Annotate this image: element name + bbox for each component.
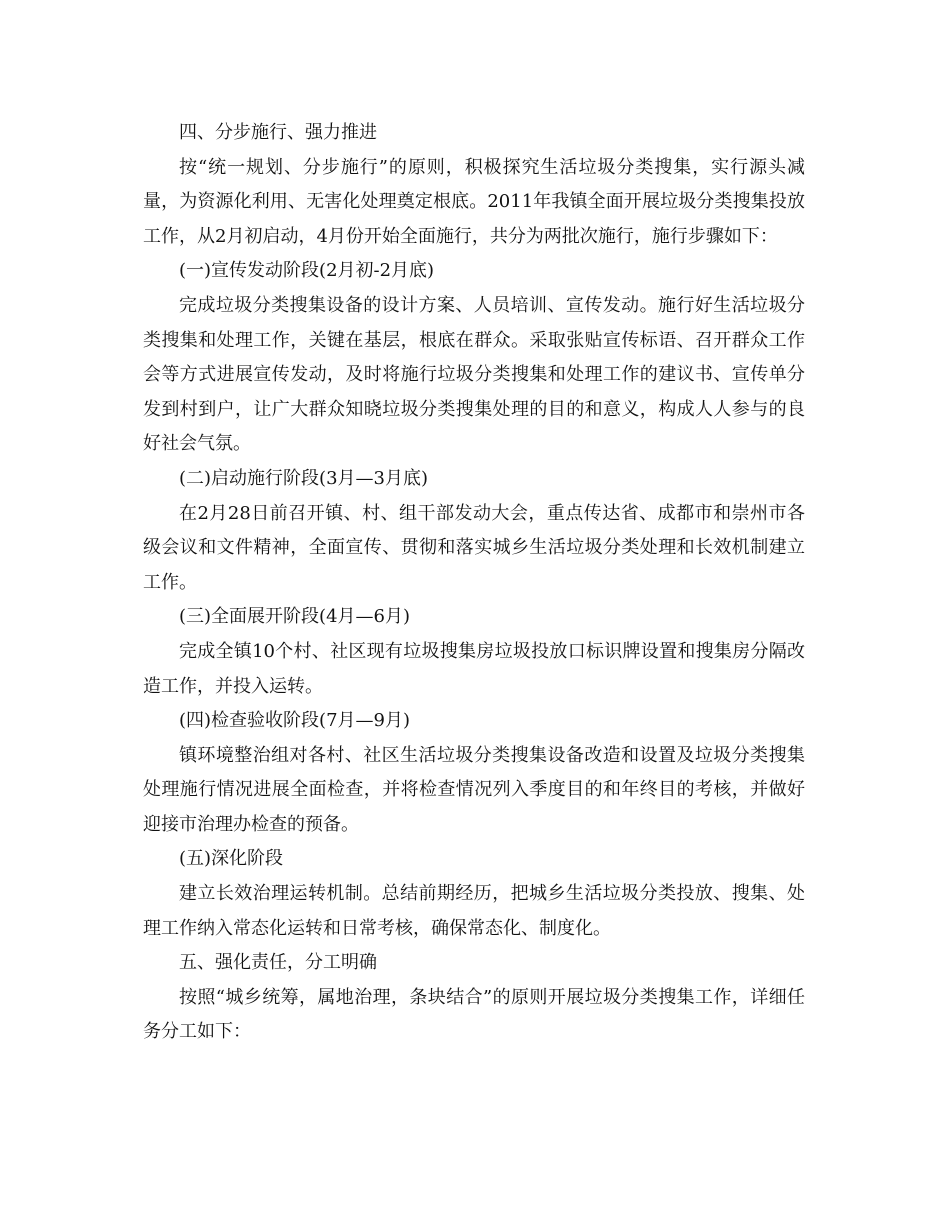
body-paragraph: 建立长效治理运转机制。总结前期经历，把城乡生活垃圾分类投放、搜集、处理工作纳入常态化运转和日常考核，确保常态化、制度化。 bbox=[143, 883, 805, 939]
document-body bbox=[143, 116, 805, 1050]
body-paragraph: 按照“城乡统筹，属地治理，条块结合”的原则开展垃圾分类搜集工作，详细任务分工如下： bbox=[143, 986, 805, 1043]
body-paragraph: 完成垃圾分类搜集设备的设计方案、人员培训、宣传发动。施行好生活垃圾分类搜集和处理工作，关键在基层，根底在群众。采取张贴宣传标语、召开群众工作会等方式进展宣传发动，及时将施行垃圾分类搜集和处理工作的建议书、宣传单分发到村到户，让广大群众知晓垃圾分类搜集处理的目的和意义，构成人人参与的良好社会气氛。 bbox=[143, 294, 805, 455]
body-paragraph: 完成全镇10个村、社区现有垃圾搜集房垃圾投放口标识牌设置和搜集房分隔改造工作，并投入运转。 bbox=[143, 640, 805, 697]
subsection-heading: (五)深化阶段 bbox=[179, 848, 284, 870]
section-heading: 四、分步施行、强力推进 bbox=[179, 122, 377, 143]
subsection-heading: (一)宣传发动阶段(2月初-2月底) bbox=[179, 260, 435, 282]
subsection-heading: (三)全面展开阶段(4月—6月) bbox=[179, 606, 410, 628]
section-heading: 五、强化责任，分工明确 bbox=[179, 952, 377, 974]
subsection-heading: (二)启动施行阶段(3月—3月底) bbox=[179, 467, 428, 489]
body-paragraph: 在2月28日前召开镇、村、组干部发动大会，重点传达省、成都市和崇州市各级会议和文件精神，全面宣传、贯彻和落实城乡生活垃圾分类处理和长效机制建立工作。 bbox=[143, 502, 805, 593]
body-paragraph: 按“统一规划、分步施行”的原则，积极探究生活垃圾分类搜集，实行源头减量，为资源化利用、无害化处理奠定根底。2011年我镇全面开展垃圾分类搜集投放工作，从2月初启动，4月份开始全面施行，共分为两批次施行，施行步骤如下： bbox=[143, 156, 805, 247]
subsection-heading: (四)检查验收阶段(7月—9月) bbox=[179, 710, 410, 732]
body-paragraph: 镇环境整治组对各村、社区生活垃圾分类搜集设备改造和设置及垃圾分类搜集处理施行情况进展全面检查，并将检查情况列入季度目的和年终目的考核，并做好迎接市治理办检查的预备。 bbox=[143, 744, 805, 835]
